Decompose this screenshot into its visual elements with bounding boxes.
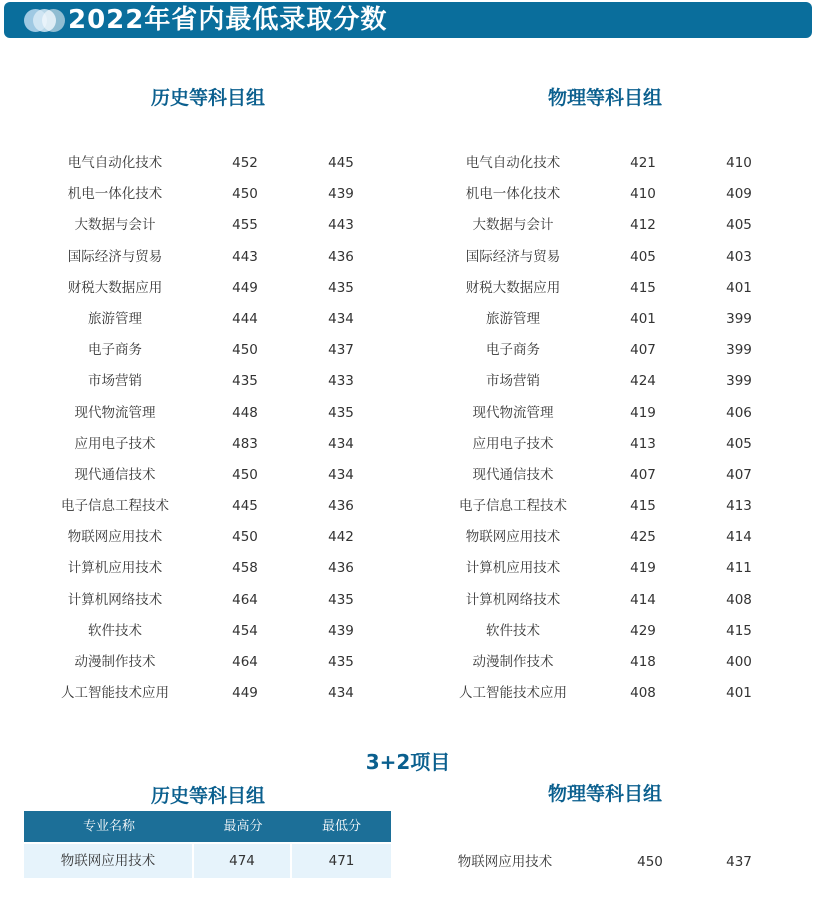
max-score: 405	[630, 248, 656, 265]
min-score: 413	[726, 498, 752, 515]
min-score: 439	[328, 622, 354, 639]
max-score: 450	[232, 342, 258, 359]
major-name: 大数据与会计	[74, 217, 156, 234]
min-score: 435	[328, 404, 354, 421]
program-3plus2-title: 3+2项目	[365, 750, 451, 774]
table-row	[438, 678, 778, 709]
major-name: 现代通信技术	[472, 466, 554, 483]
min-score: 401	[726, 685, 752, 702]
program-physics-row	[430, 847, 790, 878]
table-row	[438, 273, 778, 304]
major-name: 机电一体化技术	[465, 186, 561, 203]
min-score: 435	[328, 654, 354, 670]
max-score: 407	[630, 466, 656, 483]
min-score: 471	[292, 844, 391, 878]
max-score: 401	[630, 310, 656, 327]
max-score: 464	[232, 654, 258, 670]
max-score: 408	[630, 685, 656, 702]
history-score-table	[40, 148, 380, 709]
min-score: 407	[726, 466, 752, 483]
major-name: 物联网应用技术	[465, 529, 561, 546]
max-score: 424	[630, 373, 656, 390]
physics-score-table	[438, 148, 778, 709]
major-name: 软件技术	[486, 622, 540, 639]
min-score: 414	[726, 529, 752, 546]
table-row	[24, 844, 391, 878]
table-row	[438, 304, 778, 335]
max-score: 474	[194, 844, 290, 878]
min-score: 437	[726, 854, 752, 870]
min-score: 434	[328, 685, 354, 702]
table-row	[40, 398, 380, 429]
min-score: 405	[726, 435, 752, 452]
table-row	[40, 179, 380, 210]
min-score: 400	[726, 654, 752, 670]
table-row	[40, 273, 380, 304]
major-name: 市场营销	[486, 373, 540, 390]
min-score: 434	[328, 466, 354, 483]
major-name: 应用电子技术	[74, 435, 156, 452]
table-row	[40, 678, 380, 709]
major-name: 财税大数据应用	[67, 279, 163, 296]
min-score: 399	[726, 310, 752, 327]
max-score: 449	[232, 685, 258, 702]
table-row	[40, 553, 380, 584]
max-score: 429	[630, 622, 656, 639]
max-score: 421	[630, 155, 656, 171]
min-score: 406	[726, 404, 752, 421]
table-row	[40, 335, 380, 366]
table-row	[40, 491, 380, 522]
max-score: 415	[630, 498, 656, 515]
table-row	[438, 242, 778, 273]
max-score: 448	[232, 404, 258, 421]
max-score: 425	[630, 529, 656, 546]
min-score: 435	[328, 591, 354, 608]
max-score: 414	[630, 591, 656, 608]
table-row	[438, 585, 778, 616]
program-physics-group-title: 物理等科目组	[547, 783, 662, 805]
major-name: 应用电子技术	[472, 435, 554, 452]
max-score: 452	[232, 155, 258, 171]
max-score: 412	[630, 217, 656, 234]
program-history-group-title: 历史等科目组	[150, 785, 265, 807]
major-name: 物联网应用技术	[67, 529, 163, 546]
major-name: 计算机应用技术	[67, 560, 163, 577]
header-max-score: 最高分	[223, 819, 263, 834]
major-name: 电子商务	[486, 342, 540, 359]
header-min-score: 最低分	[321, 819, 361, 834]
table-row	[438, 429, 778, 460]
table-row	[438, 460, 778, 491]
min-score: 408	[726, 591, 752, 608]
min-score: 434	[328, 435, 354, 452]
max-score: 407	[630, 342, 656, 359]
max-score: 445	[232, 498, 258, 515]
min-score: 403	[726, 248, 752, 265]
min-score: 443	[328, 217, 354, 234]
major-name: 现代通信技术	[74, 466, 156, 483]
max-score: 419	[630, 404, 656, 421]
max-score: 450	[232, 466, 258, 483]
min-score: 415	[726, 622, 752, 639]
table-row	[40, 304, 380, 335]
major-name: 电气自动化技术	[465, 155, 561, 171]
major-name: 人工智能技术应用	[61, 685, 169, 702]
min-score: 434	[328, 310, 354, 327]
major-name: 电子商务	[88, 342, 142, 359]
history-group-title: 历史等科目组	[150, 87, 265, 109]
min-score: 410	[726, 155, 752, 171]
major-name: 软件技术	[88, 622, 142, 639]
major-name: 电气自动化技术	[67, 155, 163, 171]
min-score: 436	[328, 498, 354, 515]
table-row	[40, 616, 380, 647]
max-score: 415	[630, 279, 656, 296]
major-name: 旅游管理	[486, 310, 540, 327]
min-score: 436	[328, 248, 354, 265]
table-row	[40, 366, 380, 397]
min-score: 411	[726, 560, 752, 577]
major-name: 电子信息工程技术	[459, 498, 567, 515]
table-header	[24, 811, 391, 842]
max-score: 458	[232, 560, 258, 577]
max-score: 444	[232, 310, 258, 327]
min-score: 399	[726, 342, 752, 359]
major-name: 电子信息工程技术	[61, 498, 169, 515]
header-major-name: 专业名称	[82, 819, 135, 834]
table-row	[438, 647, 778, 678]
major-name: 财税大数据应用	[465, 279, 561, 296]
major-name: 大数据与会计	[472, 217, 554, 234]
min-score: 435	[328, 279, 354, 296]
page-banner	[4, 2, 812, 38]
max-score: 464	[232, 591, 258, 608]
table-row	[40, 647, 380, 678]
min-score: 401	[726, 279, 752, 296]
table-row	[40, 210, 380, 241]
major-name: 计算机网络技术	[465, 591, 561, 608]
max-score: 450	[232, 529, 258, 546]
min-score: 445	[328, 155, 354, 171]
min-score: 405	[726, 217, 752, 234]
major-name: 旅游管理	[88, 310, 142, 327]
major-name: 计算机网络技术	[67, 591, 163, 608]
max-score: 410	[630, 186, 656, 203]
major-name: 现代物流管理	[472, 404, 554, 421]
max-score: 435	[232, 373, 258, 390]
table-row	[40, 148, 380, 179]
major-name: 现代物流管理	[74, 404, 156, 421]
min-score: 433	[328, 373, 354, 390]
major-name: 机电一体化技术	[67, 186, 163, 203]
major-name: 动漫制作技术	[74, 654, 156, 670]
table-row	[438, 522, 778, 553]
table-row	[438, 491, 778, 522]
min-score: 437	[328, 342, 354, 359]
max-score: 483	[232, 435, 258, 452]
max-score: 455	[232, 217, 258, 234]
logo-circles-icon	[24, 9, 64, 32]
max-score: 413	[630, 435, 656, 452]
table-row	[40, 242, 380, 273]
max-score: 450	[637, 854, 663, 870]
table-row	[438, 210, 778, 241]
major-name: 计算机应用技术	[465, 560, 561, 577]
max-score: 450	[232, 186, 258, 203]
min-score: 436	[328, 560, 354, 577]
min-score: 399	[726, 373, 752, 390]
major-name: 国际经济与贸易	[67, 248, 163, 265]
table-row	[438, 553, 778, 584]
physics-group-title: 物理等科目组	[547, 87, 662, 109]
max-score: 419	[630, 560, 656, 577]
max-score: 454	[232, 622, 258, 639]
table-row	[438, 398, 778, 429]
page-title: 2022年省内最低录取分数	[68, 5, 388, 35]
min-score: 442	[328, 529, 354, 546]
table-row	[40, 522, 380, 553]
max-score: 443	[232, 248, 258, 265]
table-row	[438, 616, 778, 647]
major-name: 市场营销	[88, 373, 142, 390]
major-name: 物联网应用技术	[24, 844, 192, 878]
min-score: 439	[328, 186, 354, 203]
max-score: 418	[630, 654, 656, 670]
major-name: 国际经济与贸易	[465, 248, 561, 265]
min-score: 409	[726, 186, 752, 203]
table-row	[40, 460, 380, 491]
table-row	[438, 148, 778, 179]
table-row	[438, 335, 778, 366]
table-row	[40, 585, 380, 616]
major-name: 物联网应用技术	[457, 854, 553, 870]
table-row	[40, 429, 380, 460]
table-row	[438, 366, 778, 397]
table-row	[438, 179, 778, 210]
program-history-table	[24, 811, 391, 878]
major-name: 人工智能技术应用	[459, 685, 567, 702]
major-name: 动漫制作技术	[472, 654, 554, 670]
max-score: 449	[232, 279, 258, 296]
